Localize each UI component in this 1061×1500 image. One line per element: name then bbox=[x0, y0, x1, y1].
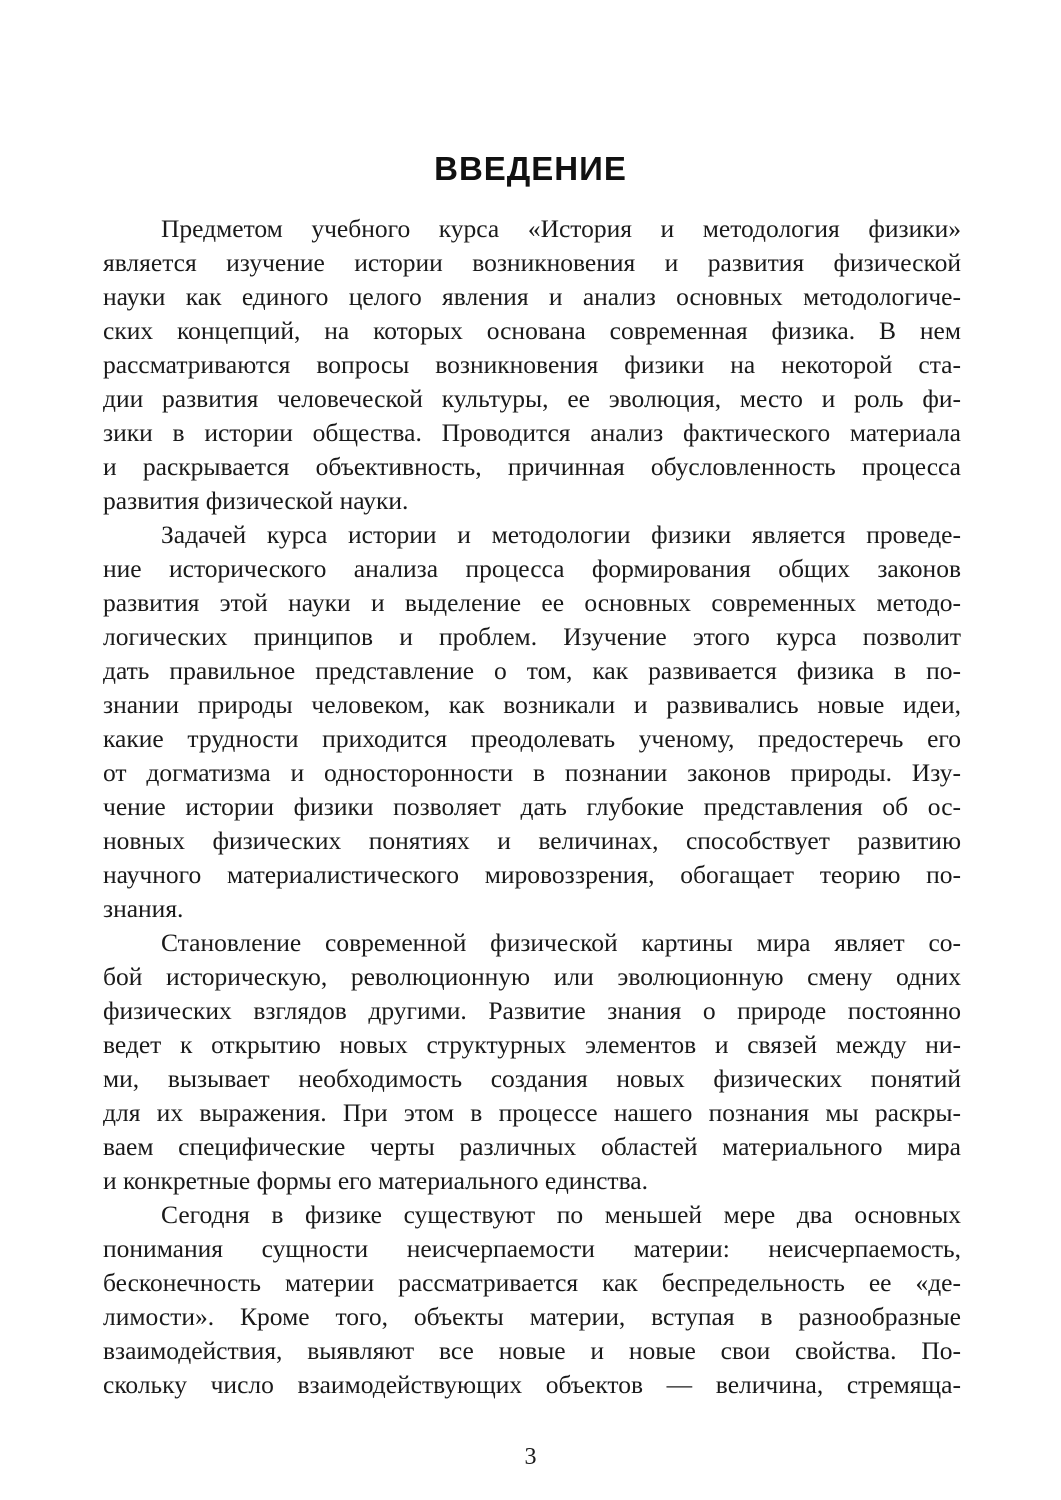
text-line: ведет к открытию новых структурных элементов и связей между ни- bbox=[103, 1030, 961, 1059]
text-line: Сегодня в физике существуют по меньшей мере два основных bbox=[161, 1200, 961, 1229]
text-line: лимости». Кроме того, объекты материи, вступая в разнообразные bbox=[103, 1302, 961, 1331]
text-line: развития этой науки и выделение ее основных современных методо- bbox=[103, 588, 961, 617]
paragraph bbox=[103, 926, 961, 1198]
text-line: развития физической науки. bbox=[103, 486, 409, 515]
text-line: рассматриваются вопросы возникновения физики на некоторой ста- bbox=[103, 350, 961, 379]
text-line: знания. bbox=[103, 894, 184, 923]
text-line: Становление современной физической картины мира являет со- bbox=[161, 928, 961, 957]
text-line: дии развития человеческой культуры, ее эволюция, место и роль фи- bbox=[103, 384, 961, 413]
text-line: для их выражения. При этом в процессе нашего познания мы раскры- bbox=[103, 1098, 961, 1127]
text-line: ние исторического анализа процесса формирования общих законов bbox=[103, 554, 961, 583]
text-line: дать правильное представление о том, как развивается физика в по- bbox=[103, 656, 961, 685]
text-line: чение истории физики позволяет дать глубокие представления об ос- bbox=[103, 792, 961, 821]
paragraph bbox=[103, 1198, 961, 1402]
text-line: взаимодействия, выявляют все новые и новые свои свойства. По- bbox=[103, 1336, 961, 1365]
text-line: Задачей курса истории и методологии физики является проведе- bbox=[161, 520, 961, 549]
text-line: от догматизма и односторонности в познании законов природы. Изу- bbox=[103, 758, 961, 787]
text-line: понимания сущности неисчерпаемости материи: неисчерпаемость, bbox=[103, 1234, 961, 1263]
text-line: Предметом учебного курса «История и методология физики» bbox=[161, 214, 961, 243]
paragraph bbox=[103, 518, 961, 926]
text-line: является изучение истории возникновения и развития физической bbox=[103, 248, 961, 277]
text-line: ми, вызывает необходимость создания новых физических понятий bbox=[103, 1064, 961, 1093]
text-line: науки как единого целого явления и анализ основных методологиче- bbox=[103, 282, 961, 311]
text-line: логических принципов и проблем. Изучение этого курса позволит bbox=[103, 622, 961, 651]
text-line: бой историческую, революционную или эволюционную смену одних bbox=[103, 962, 961, 991]
page-number: 3 bbox=[524, 1444, 537, 1470]
text-line: физических взглядов другими. Развитие знания о природе постоянно bbox=[103, 996, 961, 1025]
text-line: новных физических понятиях и величинах, способствует развитию bbox=[103, 826, 961, 855]
text-line: и раскрывается объективность, причинная обусловленность процесса bbox=[103, 452, 961, 481]
text-line: бесконечность материи рассматривается как беспредельность ее «де- bbox=[103, 1268, 961, 1297]
text-line: и конкретные формы его материального единства. bbox=[103, 1166, 648, 1195]
paragraph bbox=[103, 212, 961, 518]
chapter-heading: ВВЕДЕНИЕ bbox=[434, 150, 627, 187]
text-line: научного материалистического мировоззрения, обогащает теорию по- bbox=[103, 860, 961, 889]
body-text bbox=[103, 212, 961, 1402]
text-line: какие трудности приходится преодолевать ученому, предостеречь его bbox=[103, 724, 961, 753]
text-line: ваем специфические черты различных областей материального мира bbox=[103, 1132, 961, 1161]
text-line: зики в истории общества. Проводится анализ фактического материала bbox=[103, 418, 961, 447]
text-line: ских концепций, на которых основана современная физика. В нем bbox=[103, 316, 961, 345]
text-line: знании природы человеком, как возникали и развивались новые идеи, bbox=[103, 690, 961, 719]
text-line: скольку число взаимодействующих объектов — величина, стремяща- bbox=[103, 1370, 961, 1399]
